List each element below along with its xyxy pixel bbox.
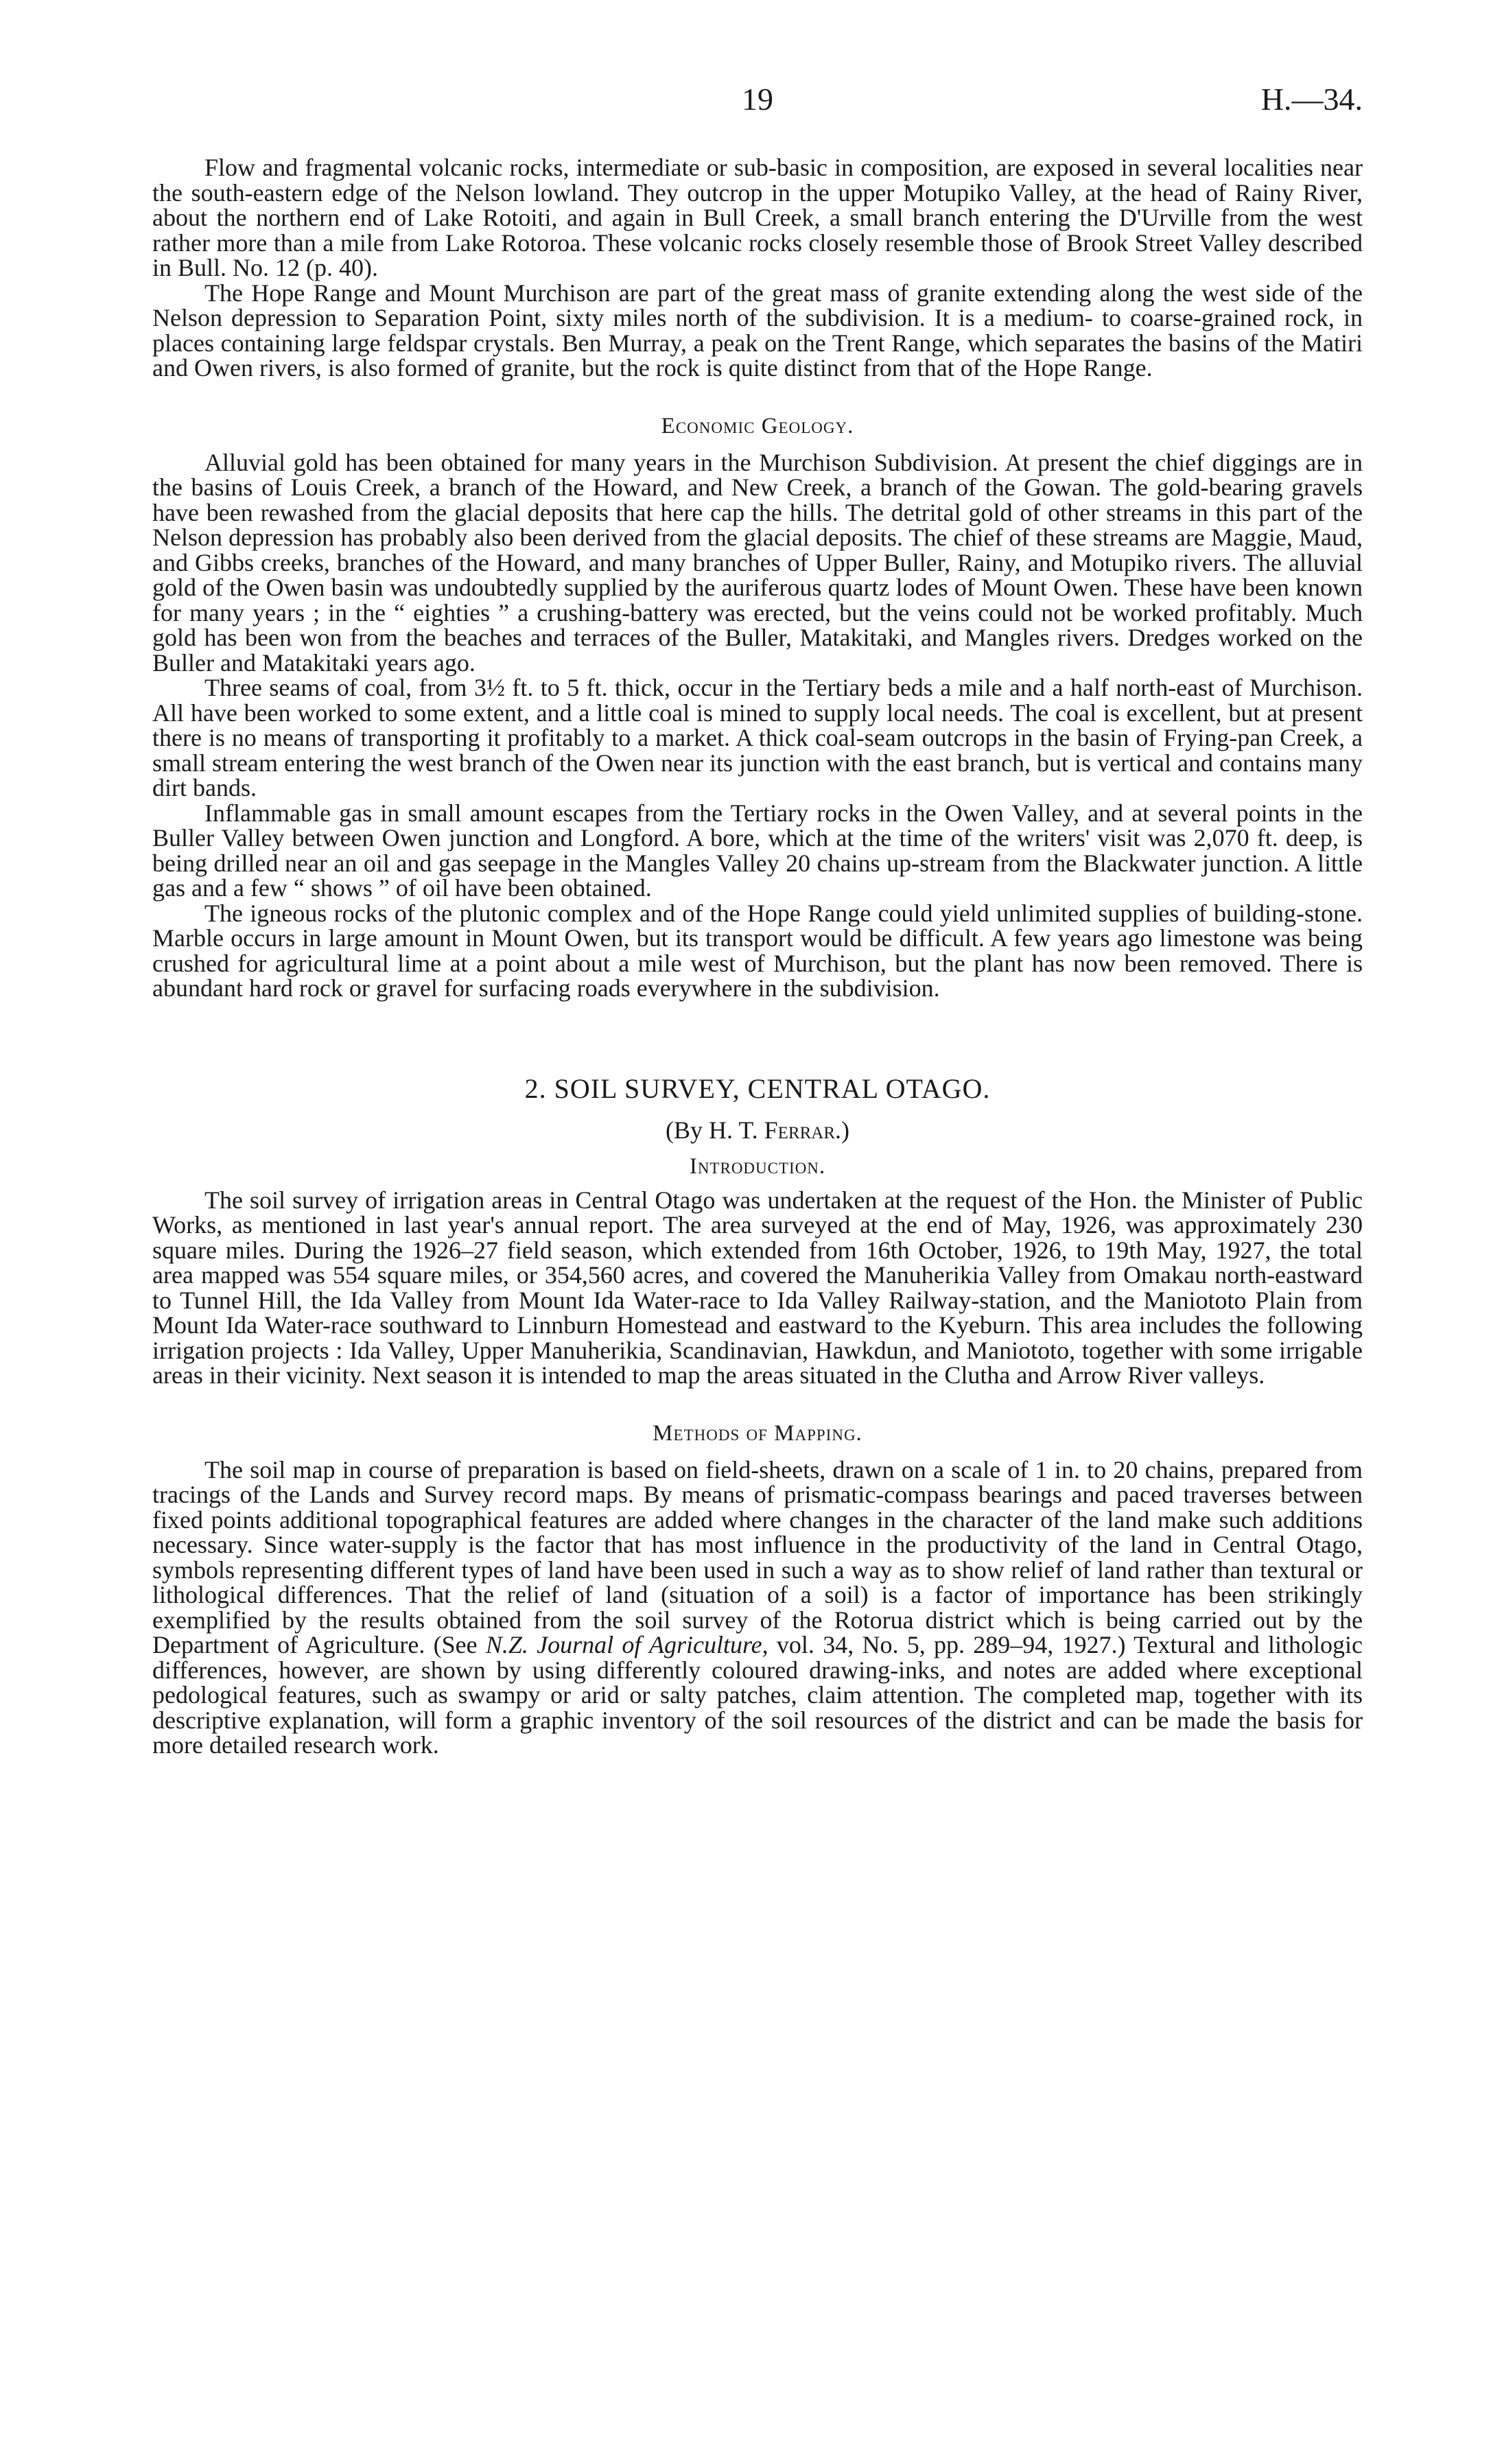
paragraph-methods	[152, 1457, 1363, 1758]
paragraph-alluvial-gold: Alluvial gold has been obtained for many years in the Murchison Subdivision. At present the chief diggings are in the basins of Louis Creek, a branch of the Howard, and New Creek, a branch of the Gowan. The gold-bearing gravels have been rewashed from the glacial deposits that here cap the hills. The detrital gold of other streams in this part of the Nelson depression has probably also been derived from the glacial deposits. The chief of these streams are Maggie, Maud, and Gibbs creeks, branches of the Howard, and many branches of Upper Buller, Rainy, and Motupiko rivers. The alluvial gold of the Owen basin was undoubtedly supplied by the auriferous quartz lodes of Mount Owen. These have been known for many years ; in the “ eighties ” a crushing-battery was erected, but the veins could not be worked profitably. Much gold has been won from the beaches and terraces of the Buller, Matakitaki, and Mangles rivers. Dredges worked on the Buller and Matakitaki years ago.	[152, 448, 1363, 677]
introduction-heading: Introduction.	[689, 1153, 826, 1179]
page-header	[152, 81, 1363, 129]
methods-text-end: vol. 34, No. 5, pp. 289–94, 1927.) Textural and lithologic differences, however, are shown by using differently coloured drawing-inks, and notes are added where exceptional pedological features, such as swampy or arid or salty patches, claim attention. The completed map, together with its descriptive explanation, will form a graphic inventory of the soil resources of the district and can be made the basis for more detailed research work.	[152, 1631, 1363, 1759]
paragraph-coal: Three seams of coal, from 3½ ft. to 5 ft. thick, occur in the Tertiary beds a mile and a half north-east of Murchison. All have been worked to some extent, and a little coal is mined to supply local needs. The coal is excellent, but at present there is no means of transporting it profitably to a market. A thick coal-seam outcrops in the basin of Frying-pan Creek, a small stream entering the west branch of the Owen near its junction with the east branch, but is vertical and contains many dirt bands.	[152, 674, 1363, 801]
methods-text-start: The soil map in course of preparation is based on field-sheets, drawn on a scale of 1 in. to 20 chains, prepared from tracings of the Lands and Survey record maps. By means of prismatic-compass bearings and paced traverses between fixed points additional topographical features are added where changes in the character of the land make such additions necessary. Since water-supply is the factor that has most influence in the productivity of the land in Central Otago, symbols representing different types of land have been used in such a way as to show relief of land rather than textural or lithological differences. That the relief of land (situation of a soil) is a factor of importance has been strikingly exemplified by the results obtained from the soil survey of the Rotorua district which is being carried out by the Department of Agriculture. (See	[152, 1455, 1363, 1658]
page-number: 19	[742, 82, 773, 117]
paragraph-volcanic-rocks: Flow and fragmental volcanic rocks, intermediate or sub-basic in composition, are exposed in several localities near the south-eastern edge of the Nelson lowland. They outcrop in the upper Motupiko Valley, at the head of Rainy River, about the northern end of Lake Rotoiti, and again in Bull Creek, a small branch entering the D'Urville from the west rather more than a mile from Lake Rotoroa. These volcanic rocks closely resemble those of Brook Street Valley described in Bull. No. 12 (p. 40).	[152, 154, 1363, 281]
byline-suffix: .)	[835, 1116, 850, 1144]
paragraph-granite: The Hope Range and Mount Murchison are part of the great mass of granite extending along the west side of the Nelson depression to Separation Point, sixty miles north of the subdivision. It is a medium- to coarse-grained rock, in places containing large feldspar crystals. Ben Murray, a peak on the Trent Range, which separates the basins of the Matiri and Owen rivers, is also formed of granite, but the rock is quite distinct from that of the Hope Range.	[152, 279, 1363, 382]
paragraph-building-stone: The igneous rocks of the plutonic complex and of the Hope Range could yield unlimited supplies of building-stone. Marble occurs in large amount in Mount Owen, but its transport would be difficult. A few years ago limestone was being crushed for agricultural lime at a point about a mile west of Murchison, but the plant has now been removed. There is abundant hard rock or gravel for surfacing roads everywhere in the subdivision.	[152, 899, 1363, 1002]
byline-prefix: (By H. T.	[665, 1116, 764, 1144]
paragraph-introduction: The soil survey of irrigation areas in Central Otago was undertaken at the request of the Hon. the Minister of Public Works, as mentioned in last year's annual report. The area surveyed at the end of May, 1926, was approximately 230 square miles. During the 1926–27 field season, which extended from 16th October, 1926, to 19th May, 1927, the total area mapped was 554 square miles, or 354,560 acres, and covered the Manuherikia Valley from Omakau north-eastward to Tunnel Hill, the Ida Valley from Mount Ida Water-race to Ida Valley Railway-station, and the Maniototo Plain from Mount Ida Water-race southward to Linnburn Homestead and eastward to the Kyeburn. This area includes the following irrigation projects : Ida Valley, Upper Manuherikia, Scandinavian, Hawkdun, and Maniototo, together with some irrigable areas in their vicinity. Next season it is intended to map the areas situated in the Clutha and Arrow River valleys.	[152, 1186, 1363, 1389]
journal-title: N.Z. Journal of Agriculture,	[485, 1631, 768, 1658]
paragraph-gas: Inflammable gas in small amount escapes from the Tertiary rocks in the Owen Valley, and at several points in the Buller Valley between Owen junction and Longford. A bore, which at the time of the writers' visit was 2,070 ft. deep, is being drilled near an oil and gas seepage in the Mangles Valley 20 chains up-stream from the Blackwater junction. A little gas and a few “ shows ” of oil have been obtained.	[152, 799, 1363, 902]
methods-heading: Methods of Mapping.	[653, 1420, 862, 1446]
section-title-soil-survey: 2. SOIL SURVEY, CENTRAL OTAGO.	[524, 1072, 991, 1104]
author-byline	[152, 1116, 1363, 1145]
author-name: Ferrar	[764, 1116, 836, 1144]
document-reference: H.—34.	[1260, 82, 1363, 117]
economic-geology-heading: Economic Geology.	[661, 413, 854, 438]
page-body	[152, 155, 1363, 1758]
